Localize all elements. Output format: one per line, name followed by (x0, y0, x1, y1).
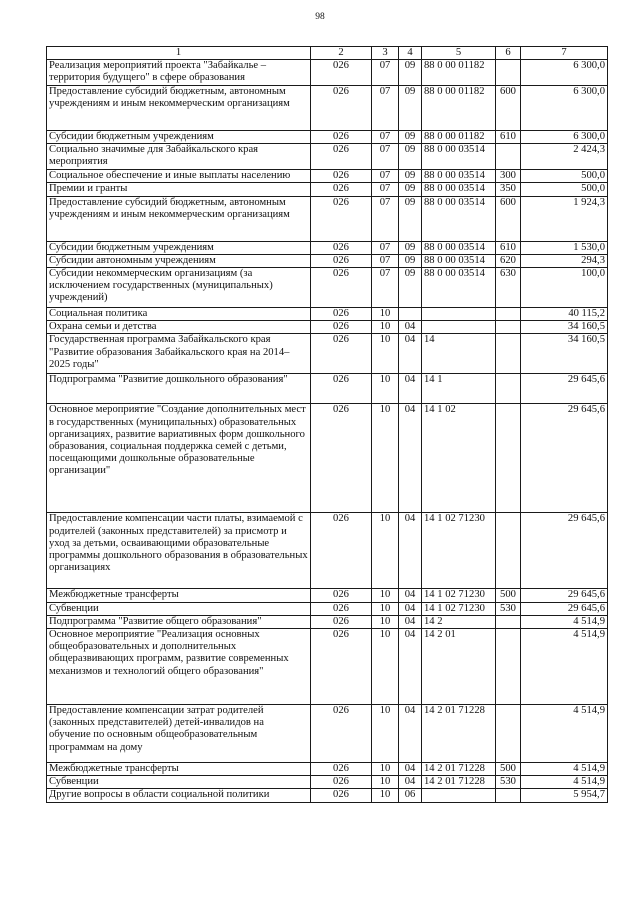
row-amount-cell: 294,3 (521, 254, 608, 267)
table-row (47, 629, 608, 705)
row-subsection-cell: 04 (399, 763, 422, 776)
row-amount-cell: 29 645,6 (521, 513, 608, 589)
row-expense-type-cell: 620 (496, 254, 521, 267)
row-name-cell: Основное мероприятие "Создание дополнительных мест в государственных (муниципальных) образовательных организациях, развитие вариативных форм дошкольного образования, социальная поддержка семей с детьми, посещающими дошкольные образовательные организации" (47, 404, 311, 513)
row-target-article-cell: 88 0 00 03514 (422, 241, 496, 254)
row-section-cell: 10 (372, 629, 399, 705)
row-expense-type-cell: 500 (496, 763, 521, 776)
row-admin-code-cell: 026 (311, 131, 372, 144)
row-section-cell: 10 (372, 334, 399, 374)
row-subsection-cell: 04 (399, 615, 422, 628)
row-name-cell: Субсидии бюджетным учреждениям (47, 241, 311, 254)
row-subsection-cell (399, 308, 422, 321)
row-amount-cell: 6 300,0 (521, 131, 608, 144)
column-header-4: 4 (399, 47, 422, 60)
table-row (47, 321, 608, 334)
row-target-article-cell: 88 0 00 03514 (422, 144, 496, 170)
row-expense-type-cell: 610 (496, 131, 521, 144)
row-expense-type-cell (496, 629, 521, 705)
row-expense-type-cell (496, 404, 521, 513)
budget-table (46, 46, 608, 803)
row-subsection-cell: 09 (399, 144, 422, 170)
row-subsection-cell: 09 (399, 268, 422, 308)
row-subsection-cell: 04 (399, 705, 422, 763)
row-section-cell: 10 (372, 763, 399, 776)
row-admin-code-cell: 026 (311, 144, 372, 170)
table-row (47, 86, 608, 131)
row-target-article-cell: 88 0 00 03514 (422, 268, 496, 308)
row-target-article-cell: 88 0 00 03514 (422, 183, 496, 196)
row-subsection-cell: 04 (399, 374, 422, 404)
row-section-cell: 10 (372, 374, 399, 404)
row-expense-type-cell: 630 (496, 268, 521, 308)
row-section-cell: 07 (372, 144, 399, 170)
row-admin-code-cell: 026 (311, 170, 372, 183)
row-expense-type-cell: 530 (496, 776, 521, 789)
row-section-cell: 07 (372, 60, 399, 86)
row-name-cell: Предоставление компенсации затрат родителей (законных представителей) детей-инвалидов на обучение по основным общеобразовательным программам на дому (47, 705, 311, 763)
table-row (47, 374, 608, 404)
row-name-cell: Субвенции (47, 602, 311, 615)
row-subsection-cell: 04 (399, 334, 422, 374)
row-subsection-cell: 09 (399, 60, 422, 86)
row-admin-code-cell: 026 (311, 321, 372, 334)
row-amount-cell: 29 645,6 (521, 589, 608, 602)
row-section-cell: 10 (372, 589, 399, 602)
table-row (47, 60, 608, 86)
row-name-cell: Межбюджетные трансферты (47, 589, 311, 602)
row-section-cell: 10 (372, 705, 399, 763)
table-row (47, 789, 608, 802)
row-expense-type-cell: 600 (496, 196, 521, 241)
row-name-cell: Подпрограмма "Развитие общего образования" (47, 615, 311, 628)
row-admin-code-cell: 026 (311, 60, 372, 86)
row-section-cell: 07 (372, 183, 399, 196)
row-name-cell: Социальное обеспечение и иные выплаты населению (47, 170, 311, 183)
row-name-cell: Предоставление субсидий бюджетным, автономным учреждениям и иным некоммерческим организациям (47, 196, 311, 241)
row-admin-code-cell: 026 (311, 789, 372, 802)
row-expense-type-cell: 300 (496, 170, 521, 183)
row-name-cell: Основное мероприятие "Реализация основных общеобразовательных и дополнительных общеразвивающих программ, развитие современных механизмов и технологий общего образования" (47, 629, 311, 705)
row-section-cell: 07 (372, 170, 399, 183)
column-header-5: 5 (422, 47, 496, 60)
row-amount-cell: 34 160,5 (521, 334, 608, 374)
table-row (47, 404, 608, 513)
row-name-cell: Реализация мероприятий проекта "Забайкалье – территория будущего" в сфере образования (47, 60, 311, 86)
row-amount-cell: 2 424,3 (521, 144, 608, 170)
row-amount-cell: 500,0 (521, 170, 608, 183)
row-section-cell: 10 (372, 308, 399, 321)
row-subsection-cell: 04 (399, 602, 422, 615)
row-subsection-cell: 04 (399, 321, 422, 334)
row-target-article-cell: 14 2 01 71228 (422, 776, 496, 789)
row-target-article-cell: 14 1 02 (422, 404, 496, 513)
row-admin-code-cell: 026 (311, 183, 372, 196)
row-subsection-cell: 06 (399, 789, 422, 802)
row-target-article-cell: 88 0 00 03514 (422, 196, 496, 241)
row-subsection-cell: 04 (399, 589, 422, 602)
column-header-2: 2 (311, 47, 372, 60)
row-admin-code-cell: 026 (311, 513, 372, 589)
row-target-article-cell: 88 0 00 03514 (422, 254, 496, 267)
row-subsection-cell: 09 (399, 241, 422, 254)
row-target-article-cell: 88 0 00 01182 (422, 131, 496, 144)
row-section-cell: 07 (372, 86, 399, 131)
row-expense-type-cell (496, 60, 521, 86)
row-amount-cell: 4 514,9 (521, 705, 608, 763)
row-admin-code-cell: 026 (311, 241, 372, 254)
row-target-article-cell: 88 0 00 03514 (422, 170, 496, 183)
table-row (47, 763, 608, 776)
row-expense-type-cell (496, 615, 521, 628)
row-amount-cell: 500,0 (521, 183, 608, 196)
table-row (47, 183, 608, 196)
row-target-article-cell: 14 1 02 71230 (422, 589, 496, 602)
row-amount-cell: 40 115,2 (521, 308, 608, 321)
column-header-6: 6 (496, 47, 521, 60)
table-row (47, 268, 608, 308)
row-target-article-cell: 14 2 01 71228 (422, 705, 496, 763)
row-target-article-cell: 14 1 02 71230 (422, 513, 496, 589)
column-header-3: 3 (372, 47, 399, 60)
row-amount-cell: 6 300,0 (521, 60, 608, 86)
row-subsection-cell: 09 (399, 131, 422, 144)
row-section-cell: 07 (372, 268, 399, 308)
row-subsection-cell: 09 (399, 170, 422, 183)
table-row (47, 241, 608, 254)
header-row (47, 47, 608, 60)
row-section-cell: 10 (372, 321, 399, 334)
row-admin-code-cell: 026 (311, 308, 372, 321)
row-section-cell: 10 (372, 776, 399, 789)
row-name-cell: Охрана семьи и детства (47, 321, 311, 334)
table-row (47, 615, 608, 628)
row-amount-cell: 4 514,9 (521, 776, 608, 789)
row-admin-code-cell: 026 (311, 404, 372, 513)
row-name-cell: Социально значимые для Забайкальского края мероприятия (47, 144, 311, 170)
page-number: 98 (315, 12, 325, 22)
row-section-cell: 10 (372, 789, 399, 802)
row-expense-type-cell: 600 (496, 86, 521, 131)
row-name-cell: Субсидии некоммерческим организациям (за исключением государственных (муниципальных) учреждений) (47, 268, 311, 308)
row-amount-cell: 6 300,0 (521, 86, 608, 131)
row-amount-cell: 34 160,5 (521, 321, 608, 334)
table-row (47, 589, 608, 602)
row-amount-cell: 4 514,9 (521, 629, 608, 705)
row-subsection-cell: 04 (399, 513, 422, 589)
row-admin-code-cell: 026 (311, 589, 372, 602)
row-amount-cell: 1 530,0 (521, 241, 608, 254)
row-name-cell: Межбюджетные трансферты (47, 763, 311, 776)
row-admin-code-cell: 026 (311, 602, 372, 615)
table-row (47, 513, 608, 589)
row-target-article-cell: 14 (422, 334, 496, 374)
row-section-cell: 10 (372, 615, 399, 628)
row-amount-cell: 4 514,9 (521, 763, 608, 776)
row-target-article-cell: 88 0 00 01182 (422, 86, 496, 131)
row-name-cell: Предоставление компенсации части платы, взимаемой с родителей (законных представителей) за присмотр и уход за детьми, осваивающими образовательные программы дошкольного образования в образовательных организациях (47, 513, 311, 589)
table-row (47, 144, 608, 170)
row-section-cell: 07 (372, 196, 399, 241)
table-row (47, 602, 608, 615)
row-name-cell: Государственная программа Забайкальского края "Развитие образования Забайкальского края на 2014–2025 годы" (47, 334, 311, 374)
row-target-article-cell: 14 1 (422, 374, 496, 404)
row-admin-code-cell: 026 (311, 776, 372, 789)
row-expense-type-cell (496, 144, 521, 170)
row-target-article-cell: 14 2 (422, 615, 496, 628)
row-admin-code-cell: 026 (311, 705, 372, 763)
table-row (47, 308, 608, 321)
row-expense-type-cell: 500 (496, 589, 521, 602)
table-row (47, 334, 608, 374)
row-expense-type-cell (496, 374, 521, 404)
row-admin-code-cell: 026 (311, 268, 372, 308)
row-expense-type-cell: 530 (496, 602, 521, 615)
row-amount-cell: 29 645,6 (521, 602, 608, 615)
row-section-cell: 07 (372, 241, 399, 254)
row-expense-type-cell: 610 (496, 241, 521, 254)
row-name-cell: Социальная политика (47, 308, 311, 321)
row-target-article-cell: 14 2 01 71228 (422, 763, 496, 776)
row-name-cell: Предоставление субсидий бюджетным, автономным учреждениям и иным некоммерческим организациям (47, 86, 311, 131)
row-target-article-cell: 14 2 01 (422, 629, 496, 705)
row-expense-type-cell (496, 321, 521, 334)
row-section-cell: 07 (372, 254, 399, 267)
table-row (47, 131, 608, 144)
row-subsection-cell: 09 (399, 196, 422, 241)
row-name-cell: Субсидии автономным учреждениям (47, 254, 311, 267)
row-section-cell: 07 (372, 131, 399, 144)
row-name-cell: Другие вопросы в области социальной политики (47, 789, 311, 802)
row-amount-cell: 29 645,6 (521, 404, 608, 513)
row-amount-cell: 4 514,9 (521, 615, 608, 628)
row-admin-code-cell: 026 (311, 254, 372, 267)
row-admin-code-cell: 026 (311, 615, 372, 628)
row-name-cell: Субвенции (47, 776, 311, 789)
row-expense-type-cell (496, 705, 521, 763)
row-expense-type-cell (496, 334, 521, 374)
row-admin-code-cell: 026 (311, 763, 372, 776)
row-admin-code-cell: 026 (311, 629, 372, 705)
row-expense-type-cell: 350 (496, 183, 521, 196)
row-section-cell: 10 (372, 602, 399, 615)
table-row (47, 254, 608, 267)
row-target-article-cell (422, 789, 496, 802)
row-admin-code-cell: 026 (311, 196, 372, 241)
row-name-cell: Подпрограмма "Развитие дошкольного образования" (47, 374, 311, 404)
column-header-7: 7 (521, 47, 608, 60)
row-target-article-cell: 88 0 00 01182 (422, 60, 496, 86)
row-subsection-cell: 04 (399, 776, 422, 789)
row-name-cell: Субсидии бюджетным учреждениям (47, 131, 311, 144)
row-amount-cell: 1 924,3 (521, 196, 608, 241)
row-amount-cell: 100,0 (521, 268, 608, 308)
row-expense-type-cell (496, 308, 521, 321)
column-header-1: 1 (47, 47, 311, 60)
row-subsection-cell: 04 (399, 629, 422, 705)
row-subsection-cell: 04 (399, 404, 422, 513)
row-section-cell: 10 (372, 513, 399, 589)
row-target-article-cell (422, 308, 496, 321)
table-row (47, 776, 608, 789)
row-admin-code-cell: 026 (311, 374, 372, 404)
row-subsection-cell: 09 (399, 86, 422, 131)
row-admin-code-cell: 026 (311, 334, 372, 374)
row-target-article-cell: 14 1 02 71230 (422, 602, 496, 615)
table-row (47, 170, 608, 183)
row-admin-code-cell: 026 (311, 86, 372, 131)
table-row (47, 196, 608, 241)
row-subsection-cell: 09 (399, 254, 422, 267)
row-target-article-cell (422, 321, 496, 334)
row-amount-cell: 5 954,7 (521, 789, 608, 802)
row-amount-cell: 29 645,6 (521, 374, 608, 404)
row-subsection-cell: 09 (399, 183, 422, 196)
row-name-cell: Премии и гранты (47, 183, 311, 196)
row-section-cell: 10 (372, 404, 399, 513)
row-expense-type-cell (496, 789, 521, 802)
row-expense-type-cell (496, 513, 521, 589)
table-row (47, 705, 608, 763)
